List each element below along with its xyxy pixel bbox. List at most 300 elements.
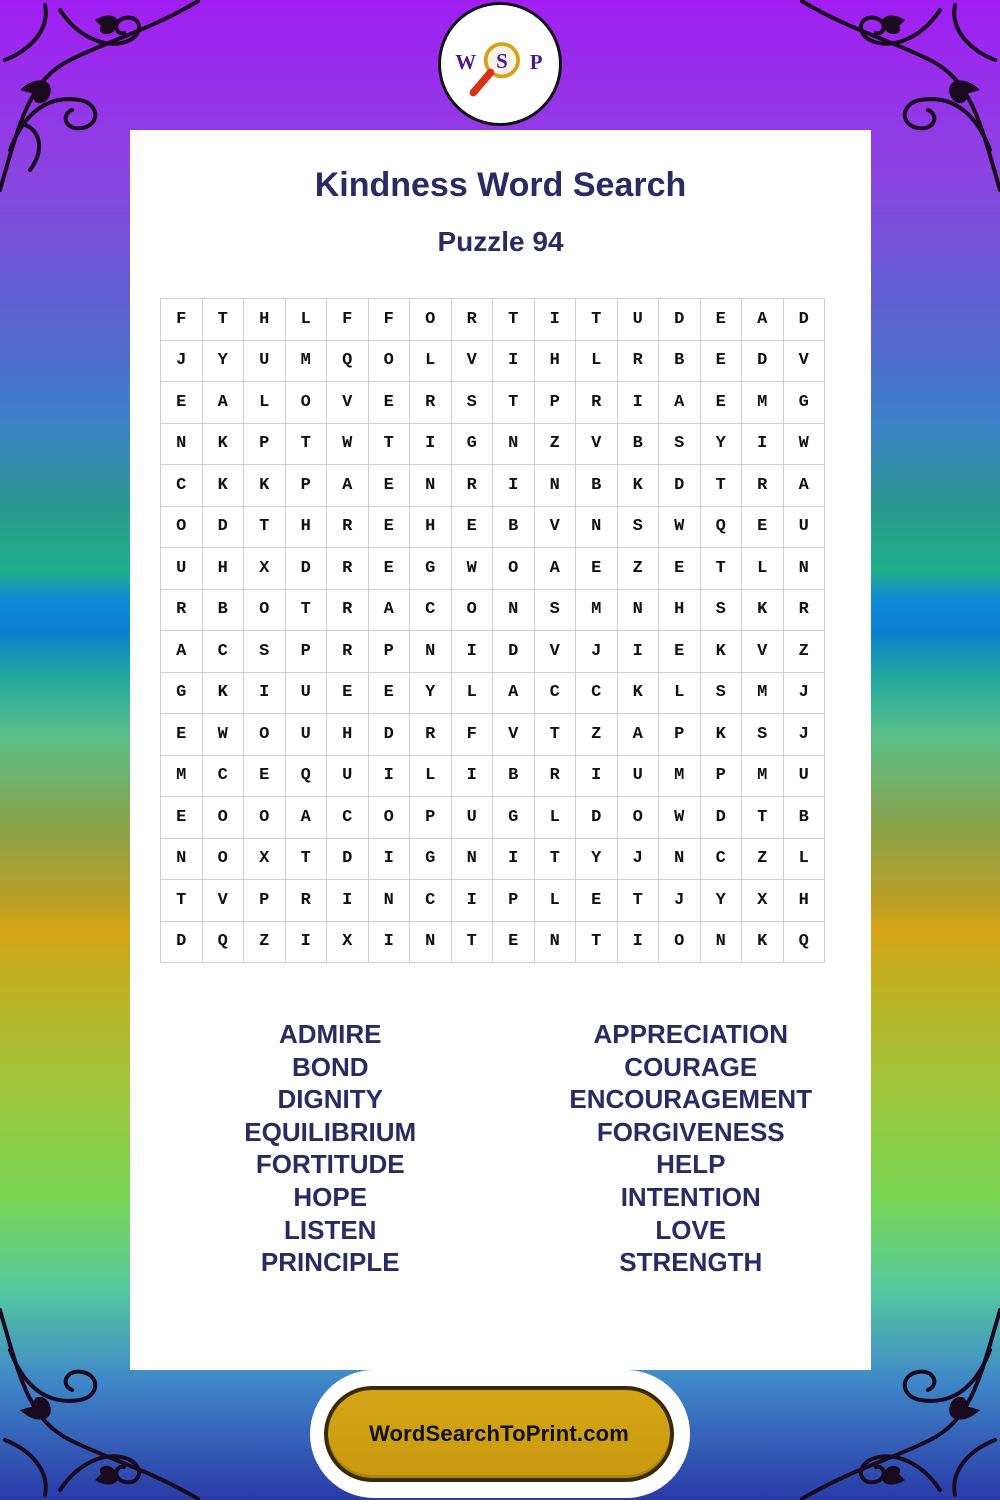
grid-cell[interactable]: H [327,714,369,756]
grid-cell[interactable]: U [617,755,659,797]
grid-cell[interactable]: B [783,797,825,839]
grid-cell[interactable]: N [493,589,535,631]
grid-row [161,797,825,839]
word-item: DIGNITY [277,1084,383,1115]
grid-cell[interactable]: E [368,548,410,590]
grid-cell[interactable]: V [202,880,244,922]
grid-cell[interactable]: I [410,423,452,465]
grid-cell[interactable]: C [202,631,244,673]
grid-cell[interactable]: I [368,921,410,963]
grid-cell[interactable]: K [617,672,659,714]
grid-cell[interactable]: Q [327,340,369,382]
grid-cell[interactable]: L [410,755,452,797]
grid-cell[interactable]: I [327,880,369,922]
grid-cell[interactable]: A [742,299,784,341]
grid-row [161,340,825,382]
grid-row [161,755,825,797]
grid-cell[interactable]: Z [534,423,576,465]
grid-cell[interactable]: N [161,838,203,880]
grid-cell[interactable]: E [576,880,618,922]
grid-cell[interactable]: G [783,382,825,424]
grid-cell[interactable]: R [327,589,369,631]
grid-cell[interactable]: G [451,423,493,465]
grid-cell[interactable]: T [451,921,493,963]
grid-cell[interactable]: A [493,672,535,714]
grid-cell[interactable]: M [576,589,618,631]
grid-row [161,838,825,880]
grid-cell[interactable]: J [659,880,701,922]
grid-cell[interactable]: M [742,382,784,424]
grid-cell[interactable]: O [493,548,535,590]
letter-grid [160,298,825,963]
word-list [130,1018,871,1279]
grid-cell[interactable]: Q [783,921,825,963]
word-list-right [511,1018,872,1279]
grid-cell[interactable]: T [617,880,659,922]
grid-row [161,423,825,465]
grid-cell[interactable]: I [368,838,410,880]
grid-cell[interactable]: P [659,714,701,756]
grid-cell[interactable]: W [202,714,244,756]
grid-cell[interactable]: V [742,631,784,673]
grid-cell[interactable]: P [534,382,576,424]
grid-cell[interactable]: A [285,797,327,839]
grid-cell[interactable]: W [659,506,701,548]
grid-cell[interactable]: R [451,465,493,507]
grid-cell[interactable]: T [285,838,327,880]
grid-cell[interactable]: E [700,340,742,382]
grid-cell[interactable]: R [617,340,659,382]
grid-cell[interactable]: T [285,589,327,631]
grid-cell[interactable]: O [617,797,659,839]
grid-cell[interactable]: V [451,340,493,382]
grid-cell[interactable]: O [244,797,286,839]
site-link-button[interactable]: WordSearchToPrint.com [324,1386,674,1482]
grid-cell[interactable]: U [617,299,659,341]
grid-cell[interactable]: T [576,299,618,341]
grid-cell[interactable]: Q [700,506,742,548]
grid-cell[interactable]: W [659,797,701,839]
word-item: LOVE [655,1214,727,1245]
grid-cell[interactable]: P [244,423,286,465]
grid-cell[interactable]: F [451,714,493,756]
grid-cell[interactable]: T [493,382,535,424]
grid-cell[interactable]: X [244,548,286,590]
grid-cell[interactable]: C [534,672,576,714]
grid-cell[interactable]: Y [202,340,244,382]
grid-cell[interactable]: I [493,465,535,507]
grid-cell[interactable]: N [783,548,825,590]
grid-cell[interactable]: K [700,631,742,673]
grid-cell[interactable]: D [202,506,244,548]
grid-cell[interactable]: A [783,465,825,507]
grid-cell[interactable]: N [659,838,701,880]
grid-cell[interactable]: K [742,589,784,631]
grid-cell[interactable]: J [783,672,825,714]
grid-cell[interactable]: K [700,714,742,756]
grid-cell[interactable]: P [285,465,327,507]
word-item: INTENTION [620,1181,761,1212]
grid-cell[interactable]: C [576,672,618,714]
grid-cell[interactable]: D [783,299,825,341]
grid-cell[interactable]: U [783,506,825,548]
grid-cell[interactable]: R [410,714,452,756]
grid-cell[interactable]: C [327,797,369,839]
logo-letter-w: W [455,49,477,74]
grid-row [161,548,825,590]
grid-cell[interactable]: L [451,672,493,714]
grid-cell[interactable]: K [742,921,784,963]
grid-row [161,382,825,424]
grid-cell[interactable]: E [700,382,742,424]
grid-cell[interactable]: I [451,755,493,797]
grid-cell[interactable]: K [202,672,244,714]
grid-cell[interactable]: U [451,797,493,839]
grid-cell[interactable]: B [576,465,618,507]
grid-cell[interactable]: F [161,299,203,341]
grid-cell[interactable]: I [451,631,493,673]
grid-cell[interactable]: H [285,506,327,548]
grid-row [161,299,825,341]
word-item: ADMIRE [278,1019,382,1049]
grid-cell[interactable]: A [534,548,576,590]
word-item: HOPE [293,1181,368,1212]
grid-cell[interactable]: Q [285,755,327,797]
grid-cell[interactable]: L [576,340,618,382]
grid-cell[interactable]: D [659,465,701,507]
grid-cell[interactable]: X [244,838,286,880]
grid-cell[interactable]: W [327,423,369,465]
grid-cell[interactable]: N [451,838,493,880]
grid-cell[interactable]: O [161,506,203,548]
grid-row [161,880,825,922]
grid-cell[interactable]: F [368,299,410,341]
grid-cell[interactable]: S [742,714,784,756]
page-title: Kindness Word Search [314,166,687,204]
grid-cell[interactable]: O [659,921,701,963]
grid-cell[interactable]: R [410,382,452,424]
grid-cell[interactable]: E [368,382,410,424]
word-item: PRINCIPLE [260,1247,400,1278]
grid-cell[interactable]: M [659,755,701,797]
grid-cell[interactable]: A [659,382,701,424]
grid-cell[interactable]: T [244,506,286,548]
grid-cell[interactable]: H [783,880,825,922]
grid-cell[interactable]: V [493,714,535,756]
grid-cell[interactable]: I [617,631,659,673]
grid-row [161,714,825,756]
grid-cell[interactable]: U [327,755,369,797]
grid-cell[interactable]: N [700,921,742,963]
grid-cell[interactable]: J [576,631,618,673]
grid-cell[interactable]: D [327,838,369,880]
grid-cell[interactable]: N [576,506,618,548]
grid-cell[interactable]: A [368,589,410,631]
grid-cell[interactable]: I [493,838,535,880]
grid-cell[interactable]: I [617,921,659,963]
grid-cell[interactable]: T [700,465,742,507]
grid-cell[interactable]: B [202,589,244,631]
grid-cell[interactable]: N [534,465,576,507]
grid-cell[interactable]: I [368,755,410,797]
grid-cell[interactable]: Z [742,838,784,880]
grid-cell[interactable]: U [783,755,825,797]
grid-cell[interactable]: I [534,299,576,341]
grid-cell[interactable]: X [327,921,369,963]
grid-cell[interactable]: L [244,382,286,424]
grid-cell[interactable]: O [244,589,286,631]
grid-cell[interactable]: E [493,921,535,963]
grid-cell[interactable]: P [700,755,742,797]
word-list-left [150,1018,511,1279]
grid-cell[interactable]: N [534,921,576,963]
grid-cell[interactable]: N [368,880,410,922]
grid-cell[interactable]: H [659,589,701,631]
grid-cell[interactable]: O [202,838,244,880]
grid-cell[interactable]: S [451,382,493,424]
grid-row [161,506,825,548]
grid-cell[interactable]: N [410,465,452,507]
grid-cell[interactable]: E [659,548,701,590]
grid-cell[interactable]: E [161,714,203,756]
grid-row [161,589,825,631]
grid-cell[interactable]: Y [576,838,618,880]
grid-cell[interactable]: D [493,631,535,673]
word-item: FORTITUDE [255,1149,405,1180]
word-item: APPRECIATION [593,1019,789,1049]
grid-cell[interactable]: D [368,714,410,756]
grid-cell[interactable]: C [410,880,452,922]
grid-cell[interactable]: E [451,506,493,548]
grid-cell[interactable]: E [244,755,286,797]
grid-cell[interactable]: Z [617,548,659,590]
word-item: BOND [291,1051,369,1082]
grid-cell[interactable]: B [493,755,535,797]
grid-cell[interactable]: R [327,506,369,548]
grid-row [161,631,825,673]
grid-cell[interactable]: D [576,797,618,839]
grid-cell[interactable]: T [742,797,784,839]
word-item: STRENGTH [619,1247,763,1278]
grid-cell[interactable]: E [368,465,410,507]
grid-cell[interactable]: E [700,299,742,341]
word-item: FORGIVENESS [596,1116,785,1147]
grid-cell[interactable]: U [285,672,327,714]
grid-cell[interactable]: L [742,548,784,590]
grid-cell[interactable]: S [244,631,286,673]
grid-cell[interactable]: E [368,672,410,714]
grid-cell[interactable]: Z [783,631,825,673]
grid-cell[interactable]: B [617,423,659,465]
grid-cell[interactable]: O [451,589,493,631]
grid-cell[interactable]: U [161,548,203,590]
grid-cell[interactable]: A [202,382,244,424]
grid-cell[interactable]: P [493,880,535,922]
grid-cell[interactable]: L [659,672,701,714]
grid-cell[interactable]: D [700,797,742,839]
grid-cell[interactable]: D [742,340,784,382]
grid-cell[interactable]: O [285,382,327,424]
grid-cell[interactable]: G [161,672,203,714]
grid-cell[interactable]: H [202,548,244,590]
grid-cell[interactable]: Z [244,921,286,963]
grid-cell[interactable]: H [534,340,576,382]
grid-cell[interactable]: L [783,838,825,880]
grid-cell[interactable]: S [534,589,576,631]
grid-cell[interactable]: X [742,880,784,922]
word-item: HELP [656,1149,726,1180]
grid-cell[interactable]: D [285,548,327,590]
word-item: COURAGE [624,1051,758,1082]
grid-cell[interactable]: K [202,423,244,465]
grid-cell[interactable]: Y [410,672,452,714]
grid-cell[interactable]: M [742,672,784,714]
grid-cell[interactable]: O [244,714,286,756]
grid-cell[interactable]: N [493,423,535,465]
grid-cell[interactable]: T [493,299,535,341]
grid-cell[interactable]: E [742,506,784,548]
grid-cell[interactable]: W [783,423,825,465]
grid-cell[interactable]: D [161,921,203,963]
grid-cell[interactable]: T [576,921,618,963]
magnifier-icon [441,5,559,123]
grid-cell[interactable]: A [617,714,659,756]
grid-row [161,921,825,963]
grid-cell[interactable]: S [659,423,701,465]
grid-cell[interactable]: O [410,299,452,341]
grid-cell[interactable]: R [327,548,369,590]
grid-cell[interactable]: S [700,589,742,631]
grid-row [161,465,825,507]
wsp-logo[interactable] [438,2,562,126]
grid-cell[interactable]: R [742,465,784,507]
grid-cell[interactable]: T [285,423,327,465]
grid-cell[interactable]: V [576,423,618,465]
grid-cell[interactable]: P [410,797,452,839]
grid-cell[interactable]: R [327,631,369,673]
grid-cell[interactable]: V [327,382,369,424]
grid-cell[interactable]: J [617,838,659,880]
grid-cell[interactable]: O [368,797,410,839]
grid-cell[interactable]: U [244,340,286,382]
grid-cell[interactable]: V [534,506,576,548]
grid-cell[interactable]: C [161,465,203,507]
grid-cell[interactable]: J [783,714,825,756]
grid-cell[interactable]: I [244,672,286,714]
grid-cell[interactable]: E [327,672,369,714]
grid-cell[interactable]: B [659,340,701,382]
grid-cell[interactable]: N [161,423,203,465]
grid-cell[interactable]: P [244,880,286,922]
grid-cell[interactable]: D [659,299,701,341]
grid-cell[interactable]: U [285,714,327,756]
grid-cell[interactable]: P [285,631,327,673]
grid-cell[interactable]: S [617,506,659,548]
grid-cell[interactable]: W [451,548,493,590]
grid-cell[interactable]: I [285,921,327,963]
grid-cell[interactable]: R [534,755,576,797]
grid-cell[interactable]: E [161,382,203,424]
grid-cell[interactable]: F [327,299,369,341]
grid-cell[interactable]: G [410,548,452,590]
grid-cell[interactable]: T [534,838,576,880]
grid-cell[interactable]: K [617,465,659,507]
grid-cell[interactable]: K [244,465,286,507]
grid-cell[interactable]: I [617,382,659,424]
grid-cell[interactable]: N [410,631,452,673]
site-badge [310,1370,690,1498]
grid-cell[interactable]: I [451,880,493,922]
grid-cell[interactable]: T [202,299,244,341]
grid-cell[interactable]: O [202,797,244,839]
grid-cell[interactable]: J [161,340,203,382]
grid-cell[interactable]: T [368,423,410,465]
grid-cell[interactable]: M [285,340,327,382]
grid-cell[interactable]: K [202,465,244,507]
grid-cell[interactable]: L [285,299,327,341]
grid-cell[interactable]: L [534,880,576,922]
grid-cell[interactable]: G [493,797,535,839]
word-item: LISTEN [284,1214,377,1245]
grid-cell[interactable]: C [202,755,244,797]
grid-cell[interactable]: L [534,797,576,839]
grid-cell[interactable]: G [410,838,452,880]
grid-cell[interactable]: R [783,589,825,631]
grid-cell[interactable]: I [742,423,784,465]
grid-cell[interactable]: E [576,548,618,590]
grid-row [161,672,825,714]
grid-cell[interactable]: C [410,589,452,631]
grid-cell[interactable]: M [742,755,784,797]
grid-cell[interactable]: A [327,465,369,507]
logo-letter-s: S [496,48,508,73]
grid-cell[interactable]: N [617,589,659,631]
grid-cell[interactable]: V [534,631,576,673]
grid-cell[interactable]: B [493,506,535,548]
grid-cell[interactable]: H [410,506,452,548]
grid-cell[interactable]: T [700,548,742,590]
grid-cell[interactable]: R [451,299,493,341]
grid-cell[interactable]: Z [576,714,618,756]
grid-cell[interactable]: N [410,921,452,963]
grid-cell[interactable]: E [659,631,701,673]
grid-cell[interactable]: R [161,589,203,631]
grid-cell[interactable]: O [368,340,410,382]
grid-cell[interactable]: C [700,838,742,880]
grid-cell[interactable]: I [576,755,618,797]
grid-cell[interactable]: R [576,382,618,424]
grid-cell[interactable]: I [493,340,535,382]
grid-cell[interactable]: L [410,340,452,382]
grid-cell[interactable]: T [161,880,203,922]
grid-cell[interactable]: R [285,880,327,922]
grid-cell[interactable]: H [244,299,286,341]
grid-cell[interactable]: T [534,714,576,756]
grid-cell[interactable]: V [783,340,825,382]
grid-cell[interactable]: Y [700,423,742,465]
grid-cell[interactable]: P [368,631,410,673]
grid-cell[interactable]: Y [700,880,742,922]
grid-cell[interactable]: S [700,672,742,714]
grid-cell[interactable]: E [161,797,203,839]
grid-cell[interactable]: A [161,631,203,673]
word-item: EQUILIBRIUM [244,1116,417,1147]
grid-cell[interactable]: E [368,506,410,548]
puzzle-number: Puzzle 94 [437,226,564,257]
grid-cell[interactable]: M [161,755,203,797]
logo-letter-p: P [529,49,543,74]
grid-cell[interactable]: Q [202,921,244,963]
